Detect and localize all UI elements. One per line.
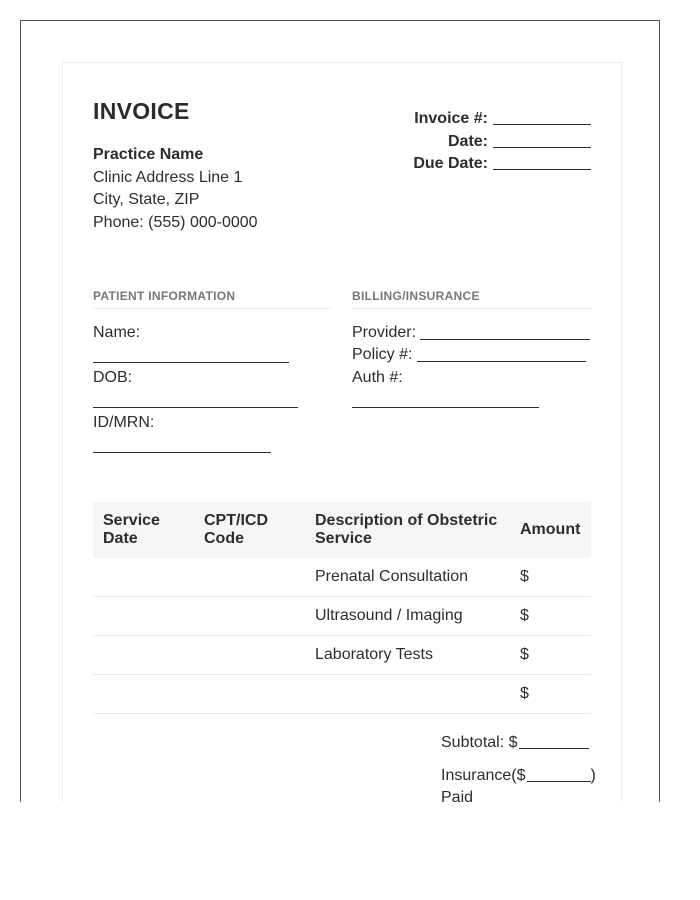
patient-name-blank[interactable] [93, 361, 289, 363]
header-description: Description of Obstetric Service [305, 502, 510, 558]
table-row [93, 636, 591, 675]
date-blank[interactable] [493, 133, 591, 148]
invoice-number-row [413, 108, 591, 131]
cell-description: Prenatal Consultation [305, 558, 510, 597]
cell-code[interactable] [194, 597, 305, 636]
invoice-number-label: Invoice #: [414, 110, 488, 127]
policy-blank[interactable] [417, 360, 586, 362]
cell-amount[interactable]: $ [510, 675, 591, 714]
auth-blank[interactable] [352, 406, 539, 408]
due-date-label: Due Date: [413, 155, 488, 172]
practice-address: Clinic Address Line 1 [93, 168, 243, 186]
cell-date[interactable] [93, 597, 194, 636]
due-date-blank[interactable] [493, 155, 591, 170]
patient-id-label: ID/MRN: [93, 414, 155, 431]
cell-description: Ultrasound / Imaging [305, 597, 510, 636]
date-label: Date: [447, 132, 488, 150]
table-row [93, 558, 591, 597]
patient-id-blank[interactable] [93, 451, 271, 453]
table-header-row [93, 502, 591, 558]
invoice-title: INVOICE [93, 98, 190, 124]
cell-amount[interactable]: $ [510, 636, 591, 675]
insurance-blank[interactable] [527, 767, 591, 782]
patient-info-heading: PATIENT INFORMATION [93, 289, 331, 309]
invoice-meta [413, 108, 591, 176]
patient-name-label: Name: [93, 324, 141, 341]
cell-amount[interactable]: $ [510, 597, 591, 636]
cell-date[interactable] [93, 558, 194, 597]
insurance-suffix: ) [590, 767, 596, 784]
invoice-number-blank[interactable] [493, 110, 591, 125]
auth-label: Auth #: [352, 369, 403, 386]
paid-row [441, 788, 473, 802]
paid-label: Paid [441, 789, 474, 802]
subtotal-blank[interactable] [519, 734, 589, 749]
cell-amount[interactable]: $ [510, 558, 591, 597]
insurance-prefix: Insurance($ [441, 767, 526, 784]
provider-label: Provider: [352, 324, 417, 341]
due-date-row [413, 153, 591, 176]
table-row [93, 597, 591, 636]
cell-code[interactable] [194, 558, 305, 597]
cell-date[interactable] [93, 675, 194, 714]
patient-dob-blank[interactable] [93, 406, 298, 408]
table-row [93, 675, 591, 714]
document-frame [20, 20, 660, 802]
header-service-date: Service Date [93, 502, 194, 558]
services-table [93, 502, 591, 714]
billing-heading: BILLING/INSURANCE [352, 289, 591, 309]
policy-label: Policy #: [352, 346, 413, 363]
date-row [413, 131, 591, 154]
practice-name: Practice Name [93, 146, 204, 163]
practice-block [93, 144, 258, 234]
subtotal-row [441, 733, 589, 753]
provider-blank[interactable] [420, 338, 590, 340]
patient-dob-label: DOB: [93, 369, 133, 386]
invoice-sheet [62, 62, 622, 802]
practice-city: City, State, ZIP [93, 191, 200, 208]
practice-phone: Phone: (555) 000-0000 [93, 213, 258, 231]
cell-description[interactable] [305, 675, 510, 714]
header-amount: Amount [510, 502, 591, 558]
subtotal-label: Subtotal: $ [441, 734, 518, 751]
cell-description: Laboratory Tests [305, 636, 510, 675]
cell-code[interactable] [194, 675, 305, 714]
insurance-row [441, 766, 596, 786]
cell-code[interactable] [194, 636, 305, 675]
cell-date[interactable] [93, 636, 194, 675]
header-code: CPT/ICD Code [194, 502, 305, 558]
